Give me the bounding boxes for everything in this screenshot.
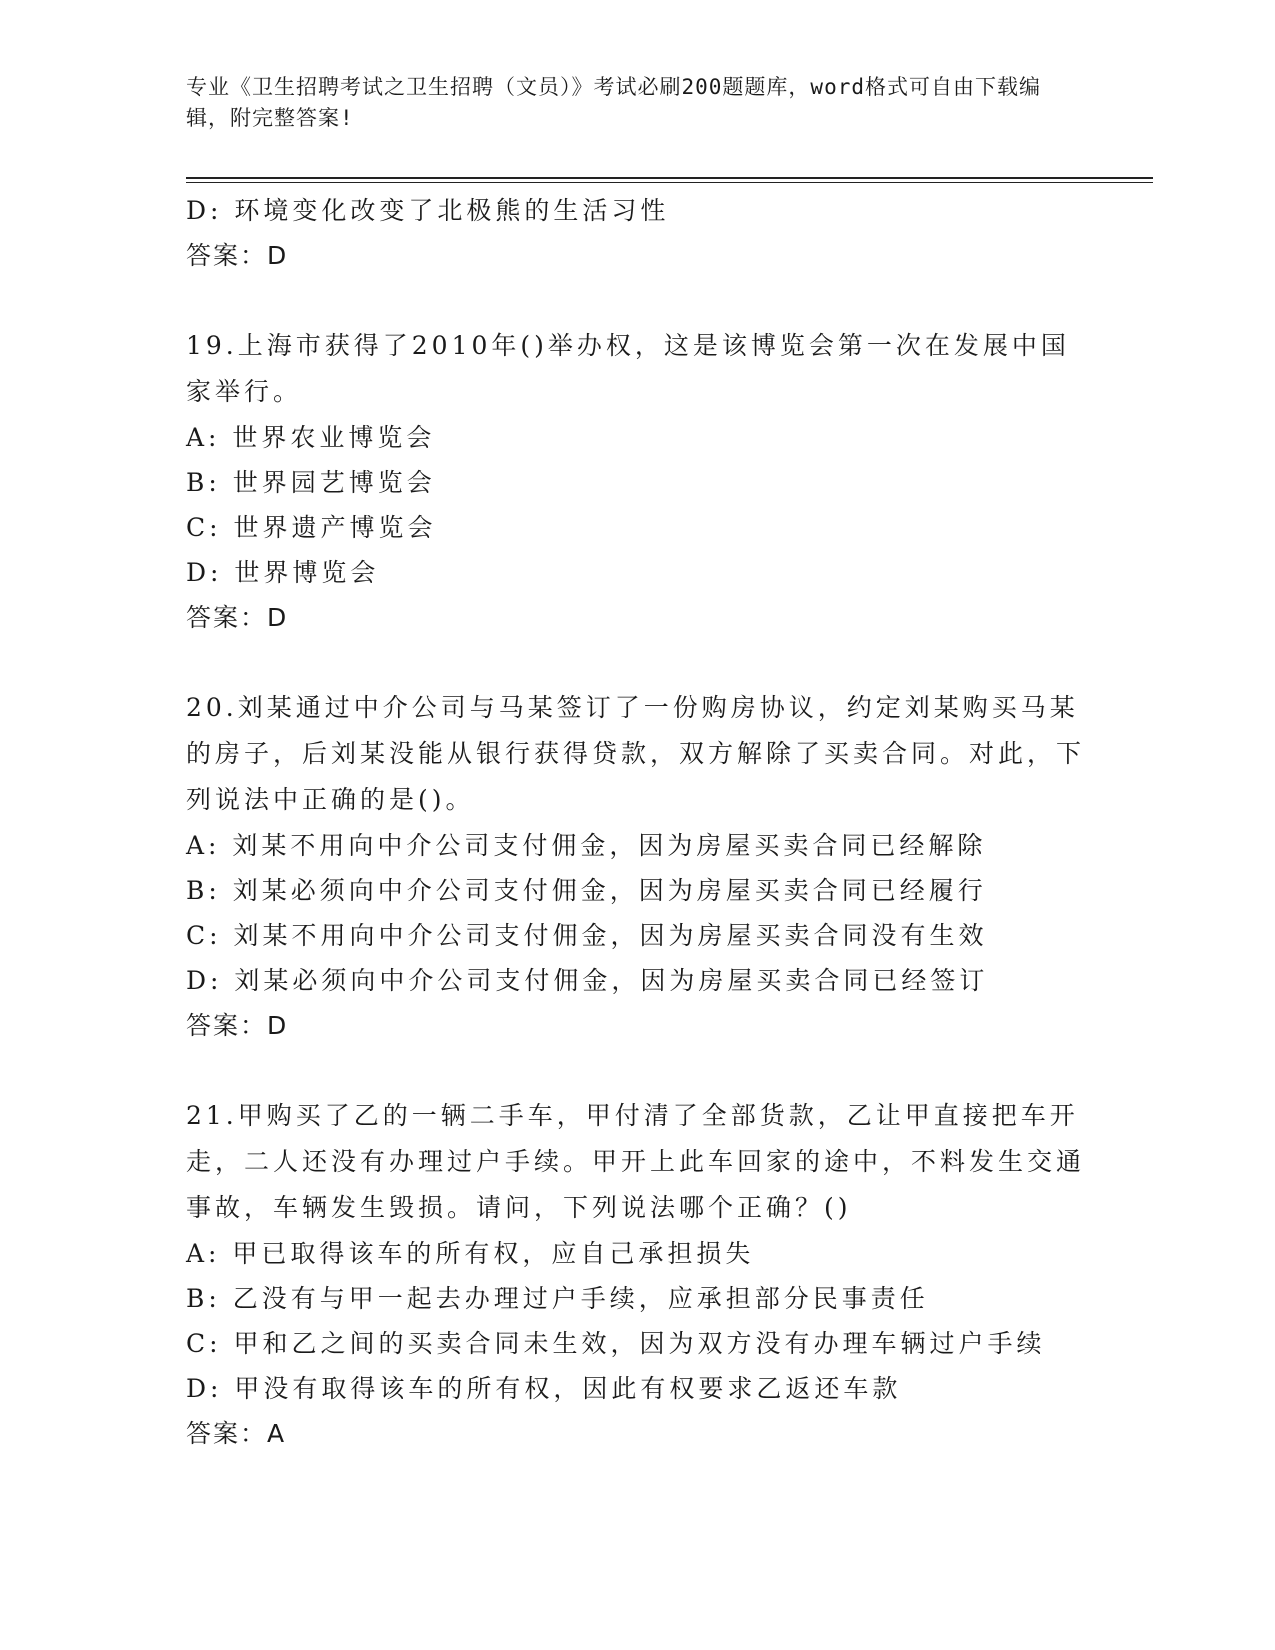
option-c: C: 甲和乙之间的买卖合同未生效，因为双方没有办理车辆过户手续 [186, 1329, 1046, 1358]
question-stem: 21.甲购买了乙的一辆二手车，甲付清了全部货款，乙让甲直接把车开走，二人还没有办理过户手续。甲开上此车回家的途中，不料发生交通事故，车辆发生毁损。请问，下列说法哪个正确？() [186, 1101, 1086, 1222]
option-a: A: 世界农业博览会 [186, 423, 436, 452]
answer-line: 答案：D [186, 241, 289, 270]
header-divider-thick [186, 177, 1153, 179]
option-a: A: 甲已取得该车的所有权，应自己承担损失 [186, 1239, 755, 1268]
answer-line: 答案：A [186, 1419, 287, 1448]
option-c: C: 刘某不用向中介公司支付佣金，因为房屋买卖合同没有生效 [186, 921, 988, 950]
option-d: D: 世界博览会 [186, 558, 380, 587]
question-21 [186, 1093, 1086, 1457]
option-d: D: 刘某必须向中介公司支付佣金，因为房屋买卖合同已经签订 [186, 966, 989, 995]
question-stem: 20.刘某通过中介公司与马某签订了一份购房协议，约定刘某购买马某的房子，后刘某没能从银行获得贷款，双方解除了买卖合同。对此，下列说法中正确的是()。 [186, 693, 1086, 814]
page-header: 专业《卫生招聘考试之卫生招聘（文员）》考试必刷200题题库，word格式可自由下载编辑，附完整答案! [186, 75, 1041, 130]
option-b: B: 乙没有与甲一起去办理过户手续，应承担部分民事责任 [186, 1284, 929, 1313]
answer-line: 答案：D [186, 603, 289, 632]
question-list [186, 188, 1086, 1457]
answer-line: 答案：D [186, 1011, 289, 1040]
option-d: D: 环境变化改变了北极熊的生活习性 [186, 196, 670, 225]
question-stem: 19.上海市获得了2010年()举办权，这是该博览会第一次在发展中国家举行。 [186, 331, 1070, 406]
question-fragment [186, 188, 1086, 279]
option-c: C: 世界遗产博览会 [186, 513, 437, 542]
option-b: B: 世界园艺博览会 [186, 468, 436, 497]
option-d: D: 甲没有取得该车的所有权，因此有权要求乙返还车款 [186, 1374, 902, 1403]
question-20 [186, 685, 1086, 1049]
header-divider-thin [186, 182, 1153, 183]
option-a: A: 刘某不用向中介公司支付佣金，因为房屋买卖合同已经解除 [186, 831, 987, 860]
question-19 [186, 323, 1086, 641]
option-b: B: 刘某必须向中介公司支付佣金，因为房屋买卖合同已经履行 [186, 876, 987, 905]
